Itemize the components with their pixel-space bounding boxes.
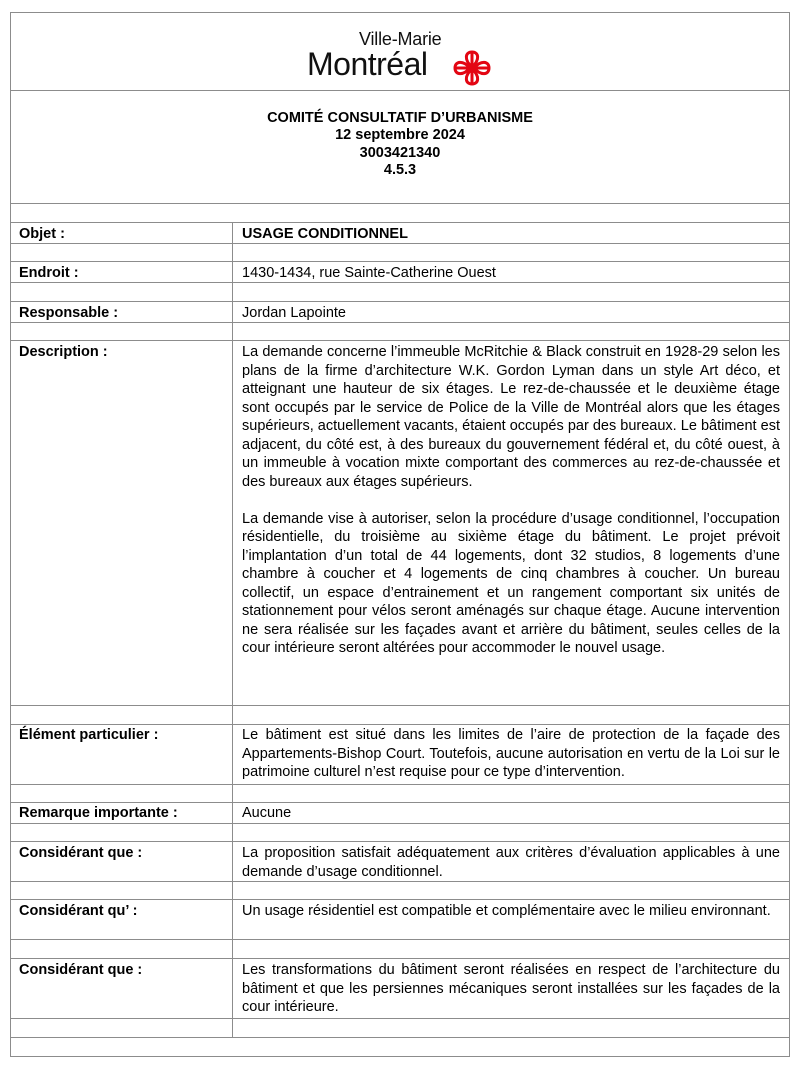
document-page [10, 12, 790, 1057]
divider [11, 203, 789, 204]
header-title: COMITÉ CONSULTATIF D’URBANISME [267, 110, 533, 126]
divider [11, 1018, 789, 1019]
considerant-1-label: Considérant que : [19, 845, 143, 861]
divider [11, 222, 789, 223]
divider [11, 881, 789, 882]
divider [11, 301, 789, 302]
logo [11, 13, 789, 90]
divider [11, 340, 789, 341]
header-item: 4.5.3 [383, 161, 417, 178]
logo-main-text: Montréal [307, 46, 428, 82]
objet-label: Objet : [19, 226, 65, 242]
considerant-3-value: Les transformations du bâtiment seront réalisées en respect de l’architecture du bâtiment et que les persiennes mécaniques seront installées sur les façades de la cour intérieure. [242, 962, 780, 1015]
responsable-label: Responsable : [19, 305, 119, 321]
considerant-2-label: Considérant qu’ : [19, 903, 138, 919]
header-block [11, 110, 789, 179]
divider [11, 1037, 789, 1038]
divider [11, 939, 789, 940]
header-date: 12 septembre 2024 [335, 127, 465, 144]
remarque-label: Remarque importante : [19, 805, 178, 821]
divider [11, 841, 789, 842]
remarque-value: Aucune [242, 805, 292, 821]
divider [11, 784, 789, 785]
description-label: Description : [19, 344, 108, 360]
description-value [242, 343, 780, 658]
divider [11, 899, 789, 900]
divider [11, 823, 789, 824]
divider [11, 705, 789, 706]
element-particulier-label: Élément particulier : [19, 727, 159, 743]
endroit-value: 1430-1434, rue Sainte-Catherine Ouest [242, 265, 496, 281]
description-paragraph-2: La demande vise à autoriser, selon la procédure d’usage conditionnel, l’occupation résidentielle, du troisième au sixième étage du bâtiment. Le projet prévoit l’implantation d’un total de 44 logements, dont 32 studios, 8 logements d’une chambre à coucher et 4 logements de cinq chambres à coucher. Un bureau collectif, un espace d’entrainement et un rangement comportant six unités de stationnement pour vélos seront aménagés sur chaque étage. Aucune intervention ne sera réalisée sur les façades avant et arrière du bâtiment, seules celles de la cour intérieure seront altérées pour accommoder le nouvel usage. [242, 510, 780, 656]
objet-value: USAGE CONDITIONNEL [242, 226, 408, 242]
column-divider [232, 222, 233, 1037]
divider [11, 958, 789, 959]
divider [11, 261, 789, 262]
montreal-rosette-icon [451, 49, 493, 87]
element-particulier-value: Le bâtiment est situé dans les limites de l’aire de protection de la façade des Appartements-Bishop Court. Toutefois, aucune autorisation en vertu de la Loi sur le patrimoine culturel n’est requise pour ce type d’intervention. [242, 727, 780, 780]
responsable-value: Jordan Lapointe [242, 305, 346, 321]
considerant-1-value: La proposition satisfait adéquatement aux critères d’évaluation applicables à une demande d’usage conditionnel. [242, 845, 780, 880]
considerant-2-value: Un usage résidentiel est compatible et complémentaire avec le milieu environnant. [242, 903, 771, 919]
divider [11, 802, 789, 803]
endroit-label: Endroit : [19, 265, 79, 281]
description-paragraph-1: La demande concerne l’immeuble McRitchie & Black construit en 1928-29 selon les plans de la firme d’architecture W.K. Gordon Lyman dans un style Art déco, et atteignant une hauteur de six étages. Le rez-de-chaussée et le deuxième étage sont occupés par le service de Police de la Ville de Montréal alors que les étages supérieurs, actuellement vacants, étaient occupés par des bureaux. Le bâtiment est adjacent, du côté est, à des bureaux du gouvernement fédéral et, du côté ouest, à un immeuble à vocation mixte comportant des commerces au rez-de-chaussée et des bureaux aux étages supérieurs. [242, 344, 780, 490]
considerant-3-label: Considérant que : [19, 962, 143, 978]
divider [11, 90, 789, 91]
logo-top-text: Ville-Marie [359, 29, 442, 49]
divider [11, 724, 789, 725]
header-number: 3003421340 [359, 144, 441, 161]
